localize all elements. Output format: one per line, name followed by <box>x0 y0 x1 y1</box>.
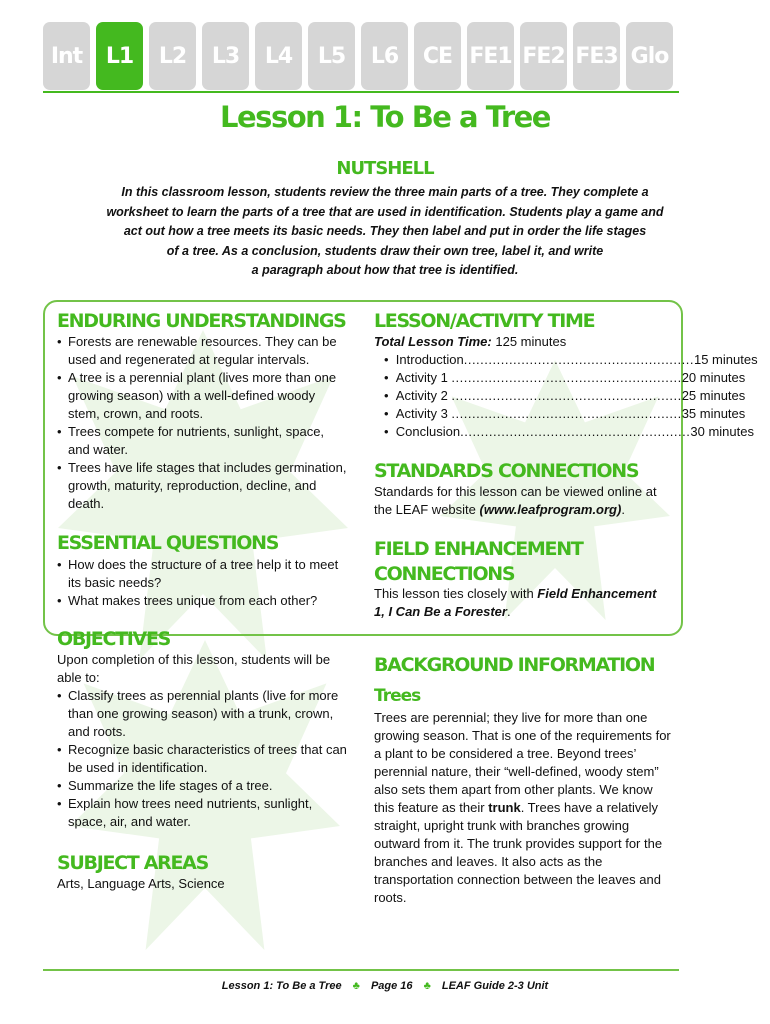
time-row: • Activity 3 ........................................................ 35 minutes <box>384 406 746 421</box>
standards-heading: STANDARDS CONNECTIONS <box>374 460 639 482</box>
page-title: Lesson 1: To Be a Tree <box>220 100 550 134</box>
time-row-label: Activity 1 <box>395 370 448 385</box>
tab-l4[interactable]: L4 <box>255 22 302 90</box>
tab-fe2[interactable]: FE2 <box>520 22 567 90</box>
tab-fe3[interactable]: FE3 <box>573 22 620 90</box>
time-row-value: 35 minutes <box>681 406 746 421</box>
tab-ce[interactable]: CE <box>414 22 461 90</box>
time-row-value: 30 minutes <box>690 424 754 439</box>
time-row-value: 15 minutes <box>693 352 758 367</box>
lesson-time-body <box>374 333 758 441</box>
list-item: • A tree is a perennial plant (lives more than one growing season) with a well-defined woody stem, crown, and roots. <box>57 369 349 423</box>
list-item: • Recognize basic characteristics of trees that can be used in identification. <box>57 741 349 777</box>
tab-l1[interactable]: L1 <box>96 22 143 90</box>
list-item: • Summarize the life stages of a tree. <box>57 777 349 795</box>
tab-fe1[interactable]: FE1 <box>467 22 514 90</box>
nutshell-line: of a tree. As a conclusion, students draw their own tree, label it, and write <box>166 243 604 258</box>
time-row-label: Activity 2 <box>395 388 448 403</box>
leaf-icon: ♣ <box>352 980 360 992</box>
subject-heading: SUBJECT AREAS <box>57 852 208 874</box>
time-row: • Activity 2 ........................................................ 25 minutes <box>384 388 746 403</box>
tab-glo[interactable]: Glo <box>626 22 673 90</box>
nutshell-heading: NUTSHELL <box>336 158 434 179</box>
list-item: • Trees have life stages that includes germination, growth, maturity, reproduction, decline, and death. <box>57 459 349 513</box>
list-item: • Explain how trees need nutrients, sunlight, space, air, and water. <box>57 795 349 831</box>
tab-int[interactable]: Int <box>43 22 90 90</box>
nutshell-text <box>50 183 720 281</box>
field-enhancement-ref: Field Enhancement 1, I Can Be a Forester <box>374 586 657 619</box>
essential-heading: ESSENTIAL QUESTIONS <box>57 532 279 554</box>
total-time-value: 125 minutes <box>495 334 567 349</box>
objectives-intro: Upon completion of this lesson, students will be able to: <box>57 652 331 685</box>
page-footer <box>0 980 770 992</box>
time-row: • Conclusion ........................................................ 30 minutes <box>384 424 754 439</box>
list-item: • Forests are renewable resources. They can be used and regenerated at regular intervals. <box>57 333 349 369</box>
enduring-heading: ENDURING UNDERSTANDINGS <box>57 310 346 332</box>
background-text: Trees are perennial; they live for more than one growing season. That is one of the requirements for a plant to be considered a tree. Beyond trees’ perennial nature, their “well-defined, woody stem” also sets them apart from other plants. We know this feature as their trunk. Trees have a relatively straight, upright trunk with branches growing outward from it. The trunk provides support for the branches and leaves. It also acts as the transportation connection between the leaves and roots. <box>374 710 671 905</box>
footer-page: Page 16 <box>370 980 413 992</box>
time-row: • Activity 1 ........................................................ 20 minutes <box>384 370 746 385</box>
nutshell-line: act out how a tree meets its basic needs. They then label and put in order the life stages <box>123 224 647 238</box>
tab-l6[interactable]: L6 <box>361 22 408 90</box>
enduring-list <box>57 333 349 513</box>
list-item: • How does the structure of a tree help it to meet its basic needs? <box>57 556 349 592</box>
standards-text: Standards for this lesson can be viewed online at the LEAF website (www.leafprogram.org). <box>374 484 657 517</box>
leaf-website-link[interactable]: (www.leafprogram.org) <box>479 502 622 517</box>
time-row-label: Introduction <box>395 352 464 367</box>
nutshell-line: In this classroom lesson, students review the three main parts of a tree. They complete a <box>121 185 649 199</box>
objectives-heading: OBJECTIVES <box>57 628 171 650</box>
list-item: • Trees compete for nutrients, sunlight, space, and water. <box>57 423 349 459</box>
time-row-value: 20 minutes <box>681 370 746 385</box>
field-heading: FIELD ENHANCEMENT CONNECTIONS <box>374 538 583 585</box>
list-item: • What makes trees unique from each other? <box>57 592 349 610</box>
subject-text: Arts, Language Arts, Science <box>57 876 225 891</box>
field-text: This lesson ties closely with Field Enhancement 1, I Can Be a Forester. <box>374 586 657 619</box>
tab-l3[interactable]: L3 <box>202 22 249 90</box>
footer-divider <box>43 969 679 971</box>
nutshell-line: a paragraph about how that tree is identified. <box>251 263 519 277</box>
time-row-value: 25 minutes <box>681 388 746 403</box>
footer-guide: LEAF Guide 2-3 Unit <box>441 980 549 992</box>
list-item: • Classify trees as perennial plants (live for more than one growing season) with a trunk, crown, and roots. <box>57 687 349 741</box>
total-time-label: Total Lesson Time: <box>374 334 492 349</box>
unit-tab-bar <box>43 22 679 92</box>
time-row-label: Activity 3 <box>395 406 448 421</box>
tab-l2[interactable]: L2 <box>149 22 196 90</box>
nutshell-line: worksheet to learn the parts of a tree that are used in identification. Students play a game and <box>106 204 664 219</box>
time-row: • Introduction ........................................................ 15 minutes <box>384 352 758 367</box>
tab-divider <box>43 91 679 93</box>
trunk-term: trunk <box>488 800 521 815</box>
time-row-label: Conclusion <box>395 424 461 439</box>
background-heading: BACKGROUND INFORMATION <box>374 654 655 676</box>
leaf-icon: ♣ <box>423 980 431 992</box>
lesson-time-heading: LESSON/ACTIVITY TIME <box>374 310 595 332</box>
tab-l5[interactable]: L5 <box>308 22 355 90</box>
footer-lesson: Lesson 1: To Be a Tree <box>221 980 342 992</box>
objectives-body <box>57 651 349 831</box>
essential-list <box>57 556 349 610</box>
trees-subheading: Trees <box>374 686 421 706</box>
